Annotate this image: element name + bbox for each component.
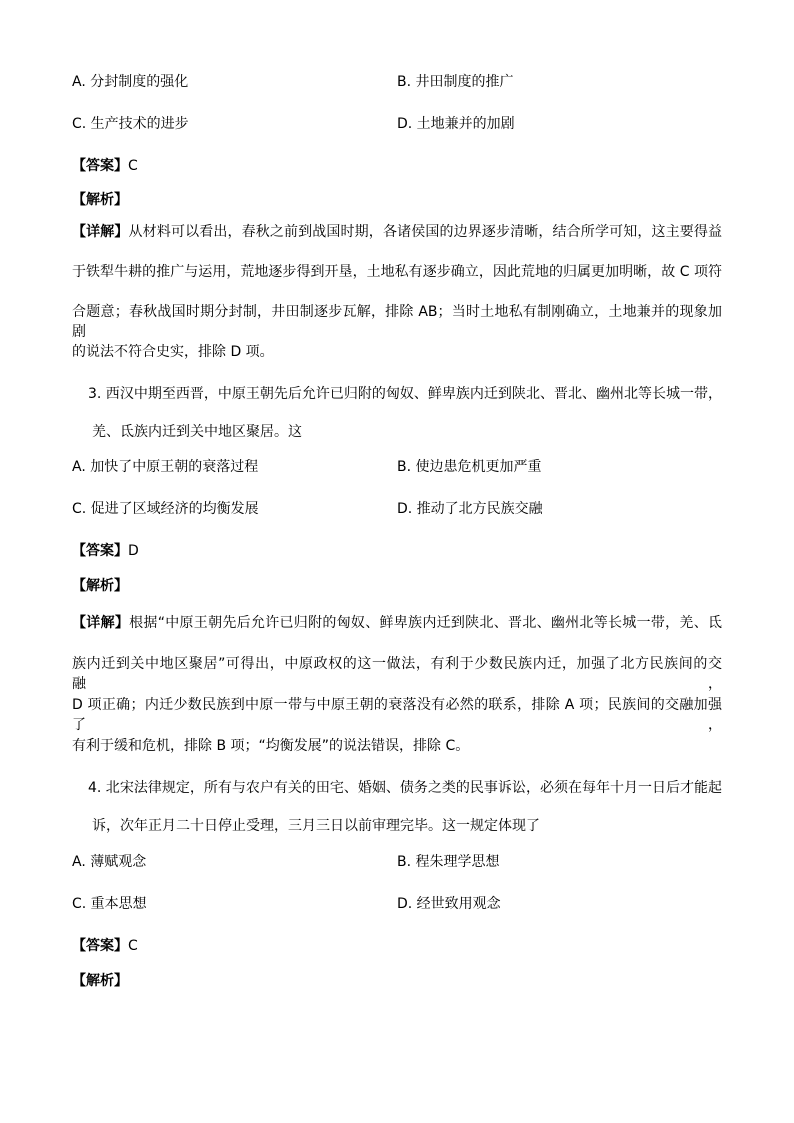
q3-stem-line-1: 3. 西汉中期至西晋，中原王朝先后允许已归附的匈奴、鲜卑族内迁到陕北、晋北、幽州北等长城一带， (88, 386, 722, 402)
q3-detail-line-3: D 项正确；内迁少数民族到中原一带与中原王朝的衰落没有必然的联系，排除 A 项；民族间的交融加强了， (72, 697, 722, 733)
q3-answer (72, 541, 139, 561)
q3-detail-line-4: 有利于缓和危机，排除 B 项；“均衡发展”的说法错误，排除 C。 (72, 738, 470, 754)
q4-option-a: A. 薄赋观念 (72, 854, 147, 870)
detail-text: 根据“中原王朝先后允许已归附的匈奴、鲜卑族内迁到陕北、晋北、幽州北等长城一带，羌、氐 (129, 615, 722, 631)
q4-stem-line-2: 诉，次年正月二十日停止受理，三月三日以前审理完毕。这一规定体现了 (92, 818, 540, 834)
answer-label: 【答案】 (72, 543, 128, 559)
q3-option-b: B. 使边患危机更加严重 (397, 459, 542, 475)
q3-option-c: C. 促进了区域经济的均衡发展 (72, 501, 259, 517)
detail-text: 从材料可以看出，春秋之前到战国时期，各诸侯国的边界逐步清晰，结合所学可知，这主要得益 (128, 224, 723, 240)
q4-analysis-label: 【解析】 (72, 973, 128, 989)
q2-detail-line-3: 合题意；春秋战国时期分封制，井田制逐步瓦解，排除 AB；当时土地私有制刚确立，土地兼并的现象加剧 (72, 304, 722, 340)
q2-answer (72, 156, 138, 176)
q3-option-d: D. 推动了北方民族交融 (397, 501, 543, 517)
q2-analysis-label: 【解析】 (72, 192, 128, 208)
q3-detail-line-2: 族内迁到关中地区聚居”可得出，中原政权的这一做法，有利于少数民族内迁，加强了北方民族间的交融， (72, 656, 722, 692)
q2-option-a: A. 分封制度的强化 (72, 74, 189, 90)
q2-detail-line-4: 的说法不符合史实，排除 D 项。 (72, 344, 274, 360)
q3-detail-line-1 (72, 613, 722, 633)
q2-option-c: C. 生产技术的进步 (72, 116, 189, 132)
answer-label: 【答案】 (72, 938, 128, 954)
q4-answer (72, 936, 138, 956)
answer-value: D (128, 543, 139, 559)
q4-option-c: C. 重本思想 (72, 896, 147, 912)
q4-option-b: B. 程朱理学思想 (397, 854, 500, 870)
answer-label: 【答案】 (72, 158, 128, 174)
q2-detail-line-2: 于铁犁牛耕的推广与运用，荒地逐步得到开垦，土地私有逐步确立，因此荒地的归属更加明晰，故 C 项符 (72, 264, 722, 280)
answer-value: C (128, 158, 138, 174)
detail-label: 【详解】 (72, 615, 130, 631)
answer-value: C (128, 938, 138, 954)
q2-option-d: D. 土地兼并的加剧 (397, 116, 515, 132)
q2-option-b: B. 井田制度的推广 (397, 74, 514, 90)
q4-stem-line-1: 4. 北宋法律规定，所有与农户有关的田宅、婚姻、债务之类的民事诉讼，必须在每年十月一日后才能起 (88, 780, 722, 796)
q4-option-d: D. 经世致用观念 (397, 896, 501, 912)
q3-analysis-label: 【解析】 (72, 578, 128, 594)
q3-stem-line-2: 羌、氐族内迁到关中地区聚居。这 (92, 424, 302, 440)
detail-label: 【详解】 (72, 224, 129, 240)
q3-option-a: A. 加快了中原王朝的衰落过程 (72, 459, 259, 475)
q2-detail-line-1 (72, 222, 722, 242)
